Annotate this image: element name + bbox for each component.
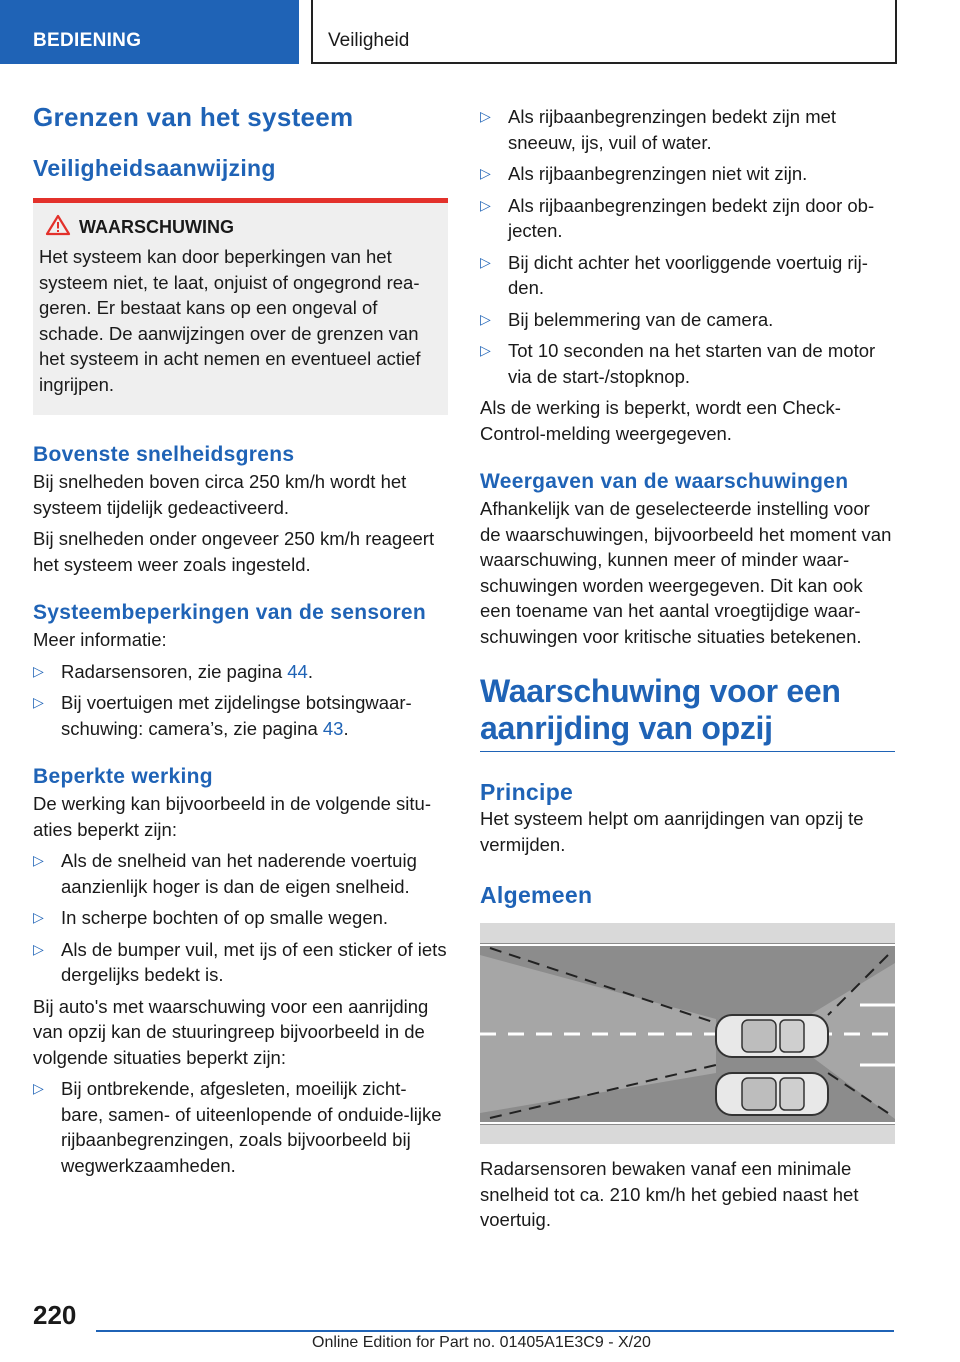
- warning-triangle-icon: [45, 214, 71, 241]
- right-column: [480, 104, 895, 1233]
- list-item: ▷ Als rijbaanbegrenzingen niet wit zijn.: [480, 161, 895, 187]
- radar-coverage-illustration: [480, 923, 895, 1144]
- list-item: ▷ In scherpe bochten of op smalle wegen.: [33, 905, 448, 931]
- warning-label: WAARSCHUWING: [79, 217, 234, 237]
- list-item: ▷ Als rijbaanbegrenzingen bedekt zijn met sneeuw, ijs, vuil of water.: [480, 106, 837, 153]
- list-item: ▷ Als de snelheid van het naderende voertuig aanzienlijk hoger is dan de eigen snelheid.: [33, 850, 417, 897]
- principle-heading: Principe: [480, 779, 574, 805]
- speed-limit-heading: Bovenste snelheidsgrens: [33, 443, 295, 466]
- triangle-bullet-icon: ▷: [33, 1080, 44, 1096]
- radar-coverage-diagram: [480, 923, 895, 1144]
- safety-subtitle: Veiligheidsaanwijzing: [33, 155, 276, 181]
- list-item: ▷ Tot 10 seconden na het starten van de motor via de start-/stopknop.: [480, 340, 876, 387]
- page-reference-link[interactable]: 44: [287, 660, 308, 682]
- general-heading: Algemeen: [480, 882, 593, 908]
- triangle-bullet-icon: ▷: [480, 165, 491, 181]
- triangle-bullet-icon: ▷: [480, 253, 491, 270]
- list-item: ▷ Bij ontbrekende, afgesleten, moeilijk zicht-bare, samen- of uiteenlopende of onduide-lijke rijbaanbegrenzingen, zoals bijvoorbeeld bij wegwerkzaamheden.: [33, 1078, 442, 1176]
- list-item: ▷ Bij voertuigen met zijdelingse botsingwaar-schuwing: camera’s, zie pagina 43.: [33, 692, 412, 739]
- page-number: 220: [33, 1300, 77, 1330]
- section-label: BEDIENING: [33, 30, 142, 51]
- triangle-bullet-icon: ▷: [33, 852, 44, 868]
- triangle-bullet-icon: ▷: [33, 662, 44, 679]
- steering-limits-paragraph: Bij auto's met waarschuwing voor een aanrijding van opzij kan de stuuringreep bijvoorbeeld in de volgende situaties beperkt zijn:: [33, 995, 429, 1068]
- car-bottom: [716, 1073, 828, 1115]
- speed-limit-p2: Bij snelheden onder ongeveer 250 km/h reageert het systeem weer zoals ingesteld.: [33, 528, 435, 575]
- warning-display-heading: Weergaven van de waarschuwingen: [480, 470, 849, 493]
- edition-note: Online Edition for Part no. 01405A1E3C9 - X/20: [312, 1334, 651, 1351]
- section-title: Grenzen van het systeem: [33, 102, 354, 132]
- sensor-limits-list: [33, 659, 448, 742]
- triangle-bullet-icon: ▷: [480, 108, 491, 124]
- speed-limit-p1: Bij snelheden boven circa 250 km/h wordt het systeem tijdelijk gedeactiveerd.: [33, 471, 407, 518]
- triangle-bullet-icon: ▷: [480, 310, 491, 327]
- car-top: [716, 1015, 828, 1057]
- chapter-title: Waarschuwing voor een aanrijding van opzij: [480, 673, 841, 746]
- footer-divider: [96, 1330, 894, 1332]
- chapter-heading-block: [480, 673, 895, 752]
- principle-text: Het systeem helpt om aanrijdingen van opzij te vermijden.: [480, 808, 864, 855]
- continued-list: [480, 104, 895, 389]
- triangle-bullet-icon: ▷: [33, 909, 44, 925]
- triangle-bullet-icon: ▷: [33, 694, 44, 710]
- list-item: ▷ Radarsensoren, zie pagina 44.: [33, 659, 448, 685]
- sensor-limits-intro: Meer informatie:: [33, 629, 167, 650]
- warning-display-text: Afhankelijk van de geselecteerde instelling voor de waarschuwingen, bijvoorbeeld het moment van waarschuwing, kunnen meer of minder waar-schuwingen worden weergegeven. Dit kan ook een toename van het aantal vroegtijdige waar-schuwingen voor kritische situaties betekenen.: [480, 498, 892, 647]
- list-item: ▷ Bij belemmering van de camera.: [480, 307, 895, 333]
- list-item: ▷ Bij dicht achter het voorliggende voertuig rij-den.: [480, 251, 868, 298]
- triangle-bullet-icon: ▷: [480, 196, 491, 213]
- warning-text: Het systeem kan door beperkingen van het systeem niet, te laat, onjuist of ongegrond rea-geren. Er bestaat kans op een ongeval of schade. De aanwijzingen over de grenzen van het systeem in acht nemen en eventueel actief ingrijpen.: [39, 246, 421, 395]
- triangle-bullet-icon: ▷: [480, 342, 491, 358]
- steering-limits-list: [33, 1076, 448, 1178]
- warning-box: [33, 198, 448, 415]
- limited-function-intro: De werking kan bijvoorbeeld in de volgende situ-aties beperkt zijn:: [33, 793, 431, 840]
- section-tab: [0, 0, 299, 64]
- diagram-caption: Radarsensoren bewaken vanaf een minimale snelheid tot ca. 210 km/h het gebied naast het voertuig.: [480, 1158, 859, 1230]
- sensor-limits-heading: Systeembeperkingen van de sensoren: [33, 601, 427, 624]
- left-column: [33, 100, 448, 1178]
- chapter-tab: [311, 0, 897, 64]
- check-control-paragraph: Als de werking is beperkt, wordt een Check-Control-melding weergegeven.: [480, 397, 841, 444]
- page-reference-link[interactable]: 43: [322, 717, 344, 739]
- chapter-label: Veiligheid: [328, 30, 410, 51]
- list-item: ▷ Als de bumper vuil, met ijs of een sticker of iets dergelijks bedekt is.: [33, 938, 447, 985]
- list-item: ▷ Als rijbaanbegrenzingen bedekt zijn door ob-jecten.: [480, 194, 875, 241]
- limited-function-list: [33, 848, 448, 988]
- triangle-bullet-icon: ▷: [33, 940, 44, 957]
- warning-heading: [79, 217, 438, 238]
- limited-function-heading: Beperkte werking: [33, 765, 213, 788]
